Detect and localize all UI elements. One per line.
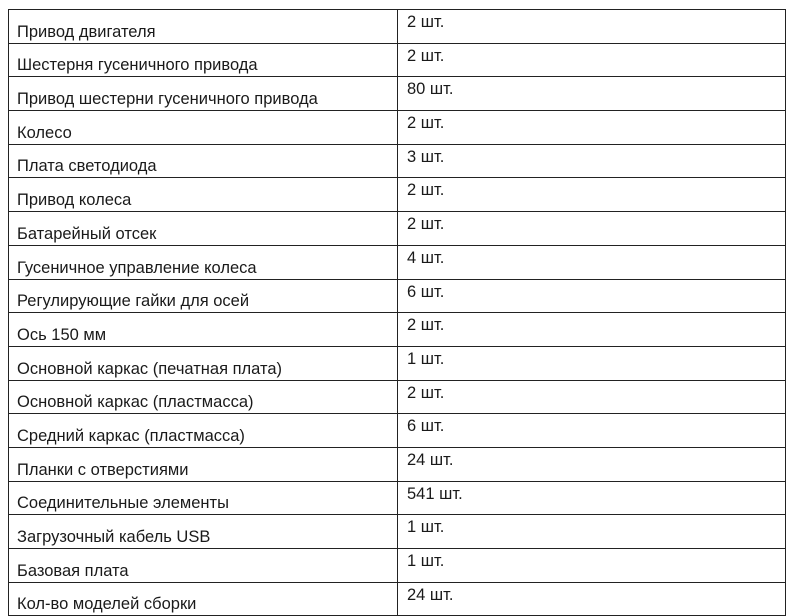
part-name: Привод шестерни гусеничного привода — [9, 77, 398, 111]
part-name: Регулирующие гайки для осей — [9, 279, 398, 313]
part-quantity: 2 шт. — [398, 313, 786, 347]
part-quantity: 24 шт. — [398, 447, 786, 481]
table-row — [9, 178, 786, 212]
part-quantity: 541 шт. — [398, 481, 786, 515]
part-name: Шестерня гусеничного привода — [9, 43, 398, 77]
part-quantity: 6 шт. — [398, 279, 786, 313]
table-row — [9, 515, 786, 549]
part-name: Батарейный отсек — [9, 212, 398, 246]
table-row — [9, 279, 786, 313]
table-row — [9, 582, 786, 616]
part-quantity: 4 шт. — [398, 245, 786, 279]
part-name: Плата светодиода — [9, 144, 398, 178]
part-name: Колесо — [9, 111, 398, 145]
table-row — [9, 144, 786, 178]
part-name: Основной каркас (пластмасса) — [9, 380, 398, 414]
part-quantity: 2 шт. — [398, 43, 786, 77]
part-quantity: 2 шт. — [398, 380, 786, 414]
table-row — [9, 447, 786, 481]
part-name: Привод двигателя — [9, 10, 398, 44]
part-name: Привод колеса — [9, 178, 398, 212]
part-quantity: 2 шт. — [398, 212, 786, 246]
part-quantity: 1 шт. — [398, 346, 786, 380]
table-row — [9, 77, 786, 111]
part-quantity: 2 шт. — [398, 111, 786, 145]
part-quantity: 6 шт. — [398, 414, 786, 448]
table-row — [9, 212, 786, 246]
part-name: Ось 150 мм — [9, 313, 398, 347]
part-quantity: 2 шт. — [398, 10, 786, 44]
table-row — [9, 245, 786, 279]
parts-table-wrapper — [8, 9, 786, 616]
table-row — [9, 380, 786, 414]
table-row — [9, 313, 786, 347]
part-quantity: 2 шт. — [398, 178, 786, 212]
table-row — [9, 481, 786, 515]
table-row — [9, 414, 786, 448]
table-row — [9, 10, 786, 44]
table-row — [9, 549, 786, 583]
part-name: Базовая плата — [9, 549, 398, 583]
part-quantity: 24 шт. — [398, 582, 786, 616]
table-row — [9, 111, 786, 145]
part-name: Планки с отверстиями — [9, 447, 398, 481]
table-row — [9, 346, 786, 380]
part-name: Средний каркас (пластмасса) — [9, 414, 398, 448]
part-quantity: 1 шт. — [398, 549, 786, 583]
part-quantity: 1 шт. — [398, 515, 786, 549]
part-name: Соединительные элементы — [9, 481, 398, 515]
part-name: Гусеничное управление колеса — [9, 245, 398, 279]
part-quantity: 80 шт. — [398, 77, 786, 111]
table-row — [9, 43, 786, 77]
part-name: Основной каркас (печатная плата) — [9, 346, 398, 380]
parts-table — [8, 9, 786, 616]
part-name: Загрузочный кабель USB — [9, 515, 398, 549]
part-name: Кол-во моделей сборки — [9, 582, 398, 616]
part-quantity: 3 шт. — [398, 144, 786, 178]
